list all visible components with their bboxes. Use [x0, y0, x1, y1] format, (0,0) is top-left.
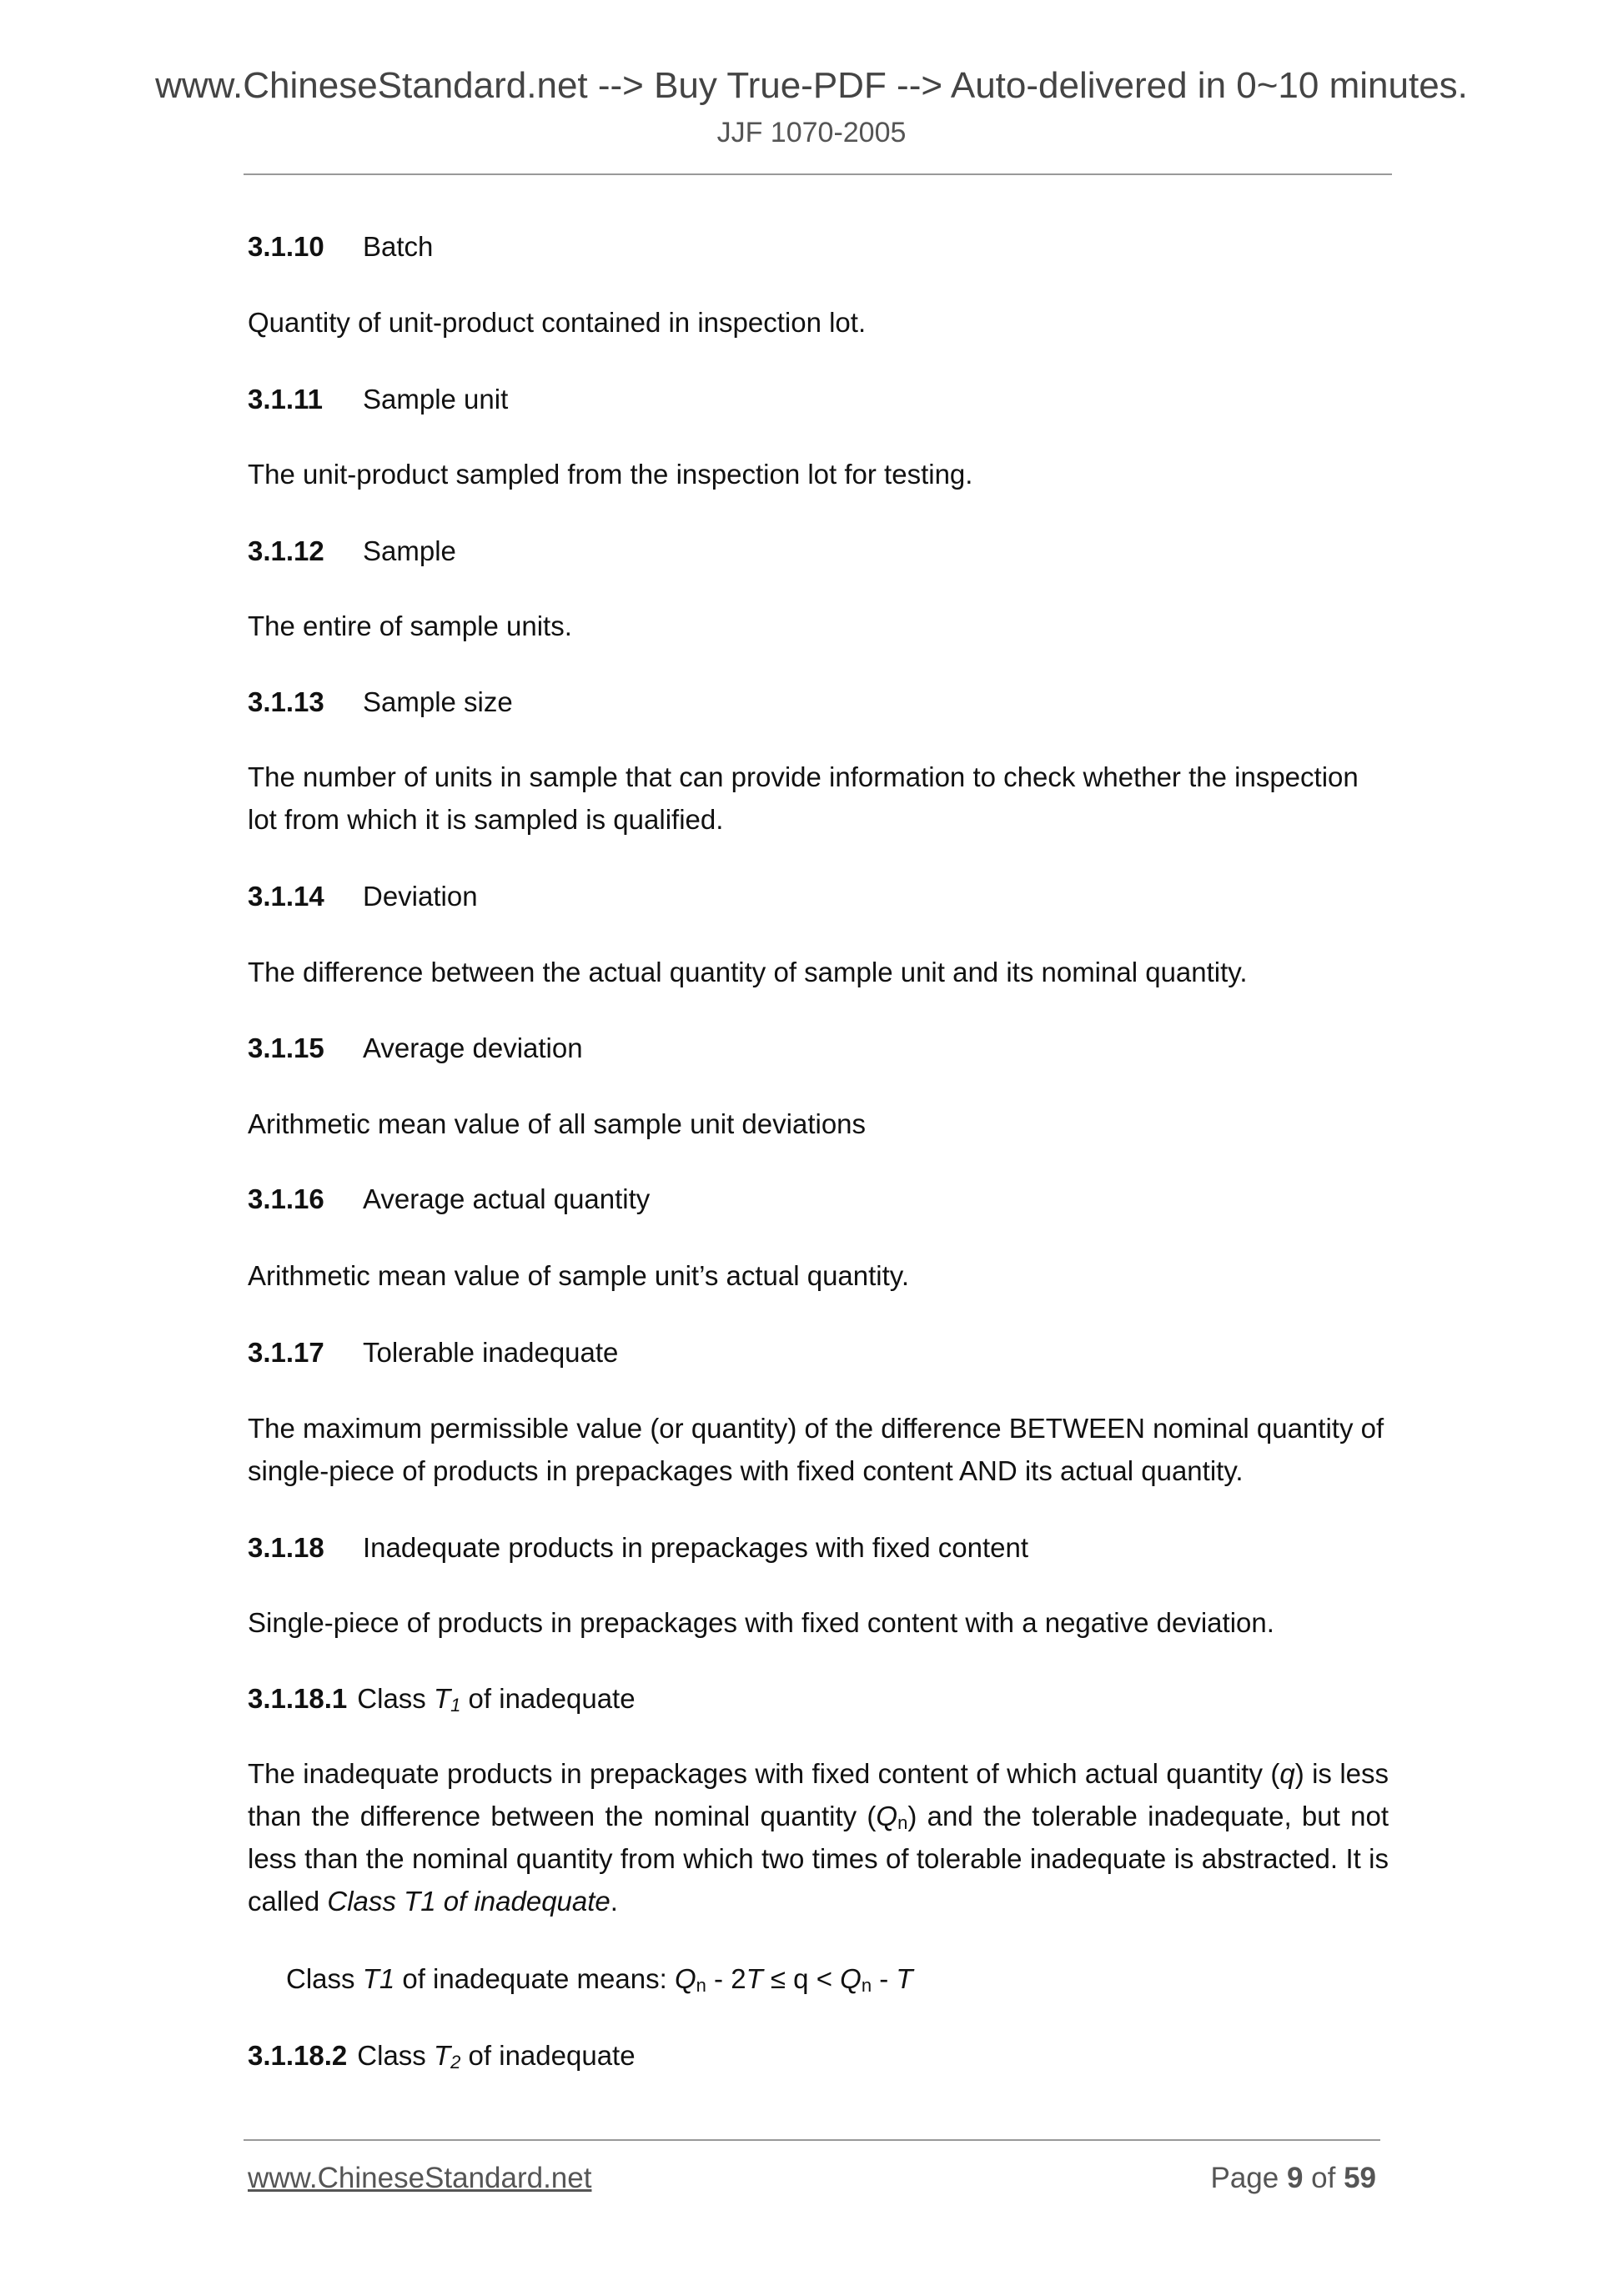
section-title: Sample	[363, 535, 456, 566]
text: T	[433, 1683, 451, 1714]
section-number: 3.1.18.1	[248, 1683, 348, 1714]
section-number: 3.1.18	[248, 1532, 324, 1563]
text: Class	[357, 1683, 434, 1714]
text: Q	[840, 1963, 862, 1994]
text: T	[896, 1963, 913, 1994]
text: ) and the tolerable inadequate, but not less than the nominal quantity from which two times of tolerable inadequate is abstracted. It is called	[248, 1801, 1389, 1917]
section-title: Inadequate products in prepackages with fixed content	[363, 1532, 1029, 1563]
text: q	[1279, 1758, 1295, 1789]
subsection-body	[248, 1752, 1389, 1922]
footer-website-link[interactable]: www.ChineseStandard.net	[248, 2162, 592, 2194]
text: of inadequate	[460, 2040, 636, 2071]
text: n	[861, 1975, 872, 1996]
section-heading	[248, 1331, 1389, 1374]
section-number: 3.1.16	[248, 1183, 324, 1214]
text: 2	[450, 2052, 461, 2072]
section-body: Quantity of unit-product contained in inspection lot.	[248, 307, 867, 338]
section-heading	[248, 225, 1389, 268]
section-title: Average actual quantity	[363, 1183, 651, 1214]
footer-divider	[244, 2139, 1380, 2141]
section-title: Sample unit	[363, 384, 509, 414]
text: Class	[357, 2040, 434, 2071]
text: .	[610, 1886, 618, 1917]
section-number: 3.1.13	[248, 686, 324, 717]
section-heading	[248, 378, 1389, 420]
section-number: 3.1.15	[248, 1032, 324, 1063]
section-body: The entire of sample units.	[248, 610, 572, 641]
text: Class	[286, 1963, 363, 1994]
section-title: Batch	[363, 231, 434, 262]
text: 1	[450, 1695, 461, 1716]
section-body: The unit-product sampled from the inspection lot for testing.	[248, 459, 973, 490]
section-heading	[248, 1027, 1389, 1069]
text: ) is less than the difference between the nominal quantity (	[248, 1758, 1389, 1831]
text: of inadequate	[460, 1683, 636, 1714]
text: T	[433, 2040, 451, 2071]
section-title: Tolerable inadequate	[363, 1337, 619, 1368]
formula	[286, 1957, 1427, 2000]
header-divider	[244, 173, 1392, 175]
text: Class T1 of inadequate	[327, 1886, 611, 1917]
section-heading	[248, 530, 1389, 572]
text: Q	[876, 1801, 898, 1831]
subsection-heading	[248, 2034, 1389, 2077]
section-number: 3.1.17	[248, 1337, 324, 1368]
section-body: The maximum permissible value (or quantity) of the difference BETWEEN nominal quantity of single-piece of products in prepackages with fixed content AND its actual quantity.	[248, 1413, 1384, 1486]
text: The inadequate products in prepackages with fixed content of which actual quantity (	[248, 1758, 1280, 1789]
text: n	[696, 1975, 706, 1996]
section-body: Arithmetic mean value of all sample unit deviations	[248, 1108, 867, 1139]
text: ≤ q <	[762, 1963, 841, 1994]
text: n	[897, 1812, 908, 1833]
text: -	[872, 1963, 897, 1994]
section-body: Arithmetic mean value of sample unit’s actual quantity.	[248, 1260, 910, 1291]
page-indicator	[1210, 2162, 1376, 2195]
section-body: Single-piece of products in prepackages with fixed content with a negative deviation.	[248, 1607, 1274, 1638]
page-number: 9	[1286, 2162, 1304, 2194]
text: of inadequate means:	[394, 1963, 675, 1994]
text: - 2	[706, 1963, 746, 1994]
text: Page	[1210, 2162, 1287, 2194]
text: of	[1303, 2162, 1344, 2194]
page-total: 59	[1344, 2162, 1376, 2194]
section-heading	[248, 681, 1389, 723]
section-number: 3.1.11	[248, 384, 323, 414]
section-title: Average deviation	[363, 1032, 583, 1063]
standard-code: JJF 1070-2005	[716, 117, 907, 148]
section-number: 3.1.10	[248, 231, 324, 262]
section-body: The difference between the actual quantity of sample unit and its nominal quantity.	[248, 957, 1248, 987]
header-banner: www.ChineseStandard.net --> Buy True-PDF --> Auto-delivered in 0~10 minutes.	[155, 65, 1468, 106]
text: T	[746, 1963, 763, 1994]
section-title: Sample size	[363, 686, 513, 717]
section-heading	[248, 1526, 1389, 1569]
text: T1	[362, 1963, 395, 1994]
section-heading	[248, 1178, 1389, 1220]
section-number: 3.1.14	[248, 881, 324, 912]
text: Q	[674, 1963, 696, 1994]
subsection-heading	[248, 1677, 1389, 1720]
section-title: Deviation	[363, 881, 478, 912]
section-number: 3.1.18.2	[248, 2040, 348, 2071]
section-number: 3.1.12	[248, 535, 324, 566]
section-heading	[248, 875, 1389, 917]
section-body: The number of units in sample that can provide information to check whether the inspection lot from which it is sampled is qualified.	[248, 761, 1359, 835]
